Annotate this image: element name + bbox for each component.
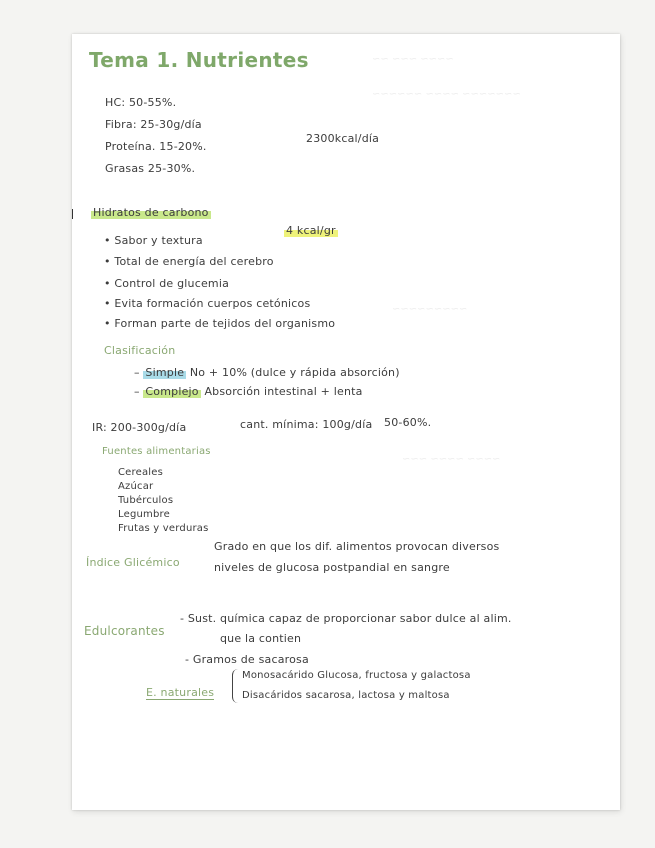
clasificacion-complejo: – Complejo Absorción intestinal + lenta [134, 385, 363, 398]
notebook-sheet [72, 34, 620, 810]
fuentes-item: Legumbre [118, 509, 170, 520]
fuentes-item: Tubérculos [118, 495, 174, 506]
macro-fibra: Fibra: 25-30g/día [105, 118, 202, 131]
section-hidratos-heading [91, 206, 211, 219]
mono-line: Monosacárido Glucosa, fructosa y galactosa [242, 670, 471, 681]
edulcorantes-term: Edulcorantes [84, 624, 165, 638]
hidratos-bullet: • Evita formación cuerpos cetónicos [104, 297, 310, 310]
indice-line-1: Grado en que los dif. alimentos provocan diversos [214, 540, 500, 553]
simple-term: Simple [145, 366, 185, 379]
macro-kcal: 2300kcal/día [306, 132, 380, 145]
hidratos-bullet: • Forman parte de tejidos del organismo [104, 317, 335, 330]
naturales-term: E. naturales [146, 686, 215, 699]
hidratos-bullet: • Control de glucemia [104, 277, 229, 290]
di-line: Disacáridos sacarosa, lactosa y maltosa [242, 690, 450, 701]
simple-desc: No + 10% (dulce y rápida absorción) [189, 366, 400, 379]
bleed-through: ~~~~ ~~~ ~~ [372, 54, 454, 65]
macro-hc: HC: 50-55%. [105, 96, 177, 109]
edulcorantes-line-2: que la contien [220, 632, 302, 645]
page-title: Tema 1. Nutrientes [89, 48, 309, 72]
hidratos-bullet: • Sabor y textura [104, 234, 203, 247]
complejo-term: Complejo [145, 385, 199, 398]
fuentes-item: Frutas y verduras [118, 523, 209, 534]
bleed-through: ~~~~ ~~~~ ~~~ [402, 454, 501, 465]
edulcorantes-line-3: - Gramos de sacarosa [185, 653, 309, 666]
ir-value: IR: 200-300g/día [92, 421, 187, 434]
bleed-through: ~~~~~~~ ~~~~ ~~~~~~ [372, 89, 521, 100]
fuentes-item: Azúcar [118, 481, 154, 492]
hidratos-heading-text: Hidratos de carbono [93, 206, 209, 219]
edulcorantes-line-1: - Sust. química capaz de proporcionar sabor dulce al alim. [180, 612, 512, 625]
ir-minimo: cant. mínima: 100g/día [240, 418, 373, 431]
clasificacion-heading: Clasificación [104, 344, 176, 357]
kcal-per-gram-text: 4 kcal/gr [286, 224, 336, 237]
kcal-per-gram [284, 224, 338, 237]
ir-pct: 50-60%. [384, 416, 432, 429]
macro-grasas: Grasas 25-30%. [105, 162, 196, 175]
clasificacion-simple: – Simple No + 10% (dulce y rápida absorción) [134, 366, 400, 379]
indice-term: Índice Glicémico [86, 556, 180, 569]
fuentes-heading: Fuentes alimentarias [102, 446, 211, 457]
macro-proteina: Proteína. 15-20%. [105, 140, 207, 153]
fuentes-item: Cereales [118, 467, 164, 478]
brace-mark [232, 669, 239, 703]
complejo-desc: Absorción intestinal + lenta [204, 385, 363, 398]
indice-line-2: niveles de glucosa postpandial en sangre [214, 561, 450, 574]
bleed-through: ~~~~~~~~~ [392, 304, 468, 315]
hidratos-bullet: • Total de energía del cerebro [104, 255, 274, 268]
margin-mark [72, 209, 73, 219]
